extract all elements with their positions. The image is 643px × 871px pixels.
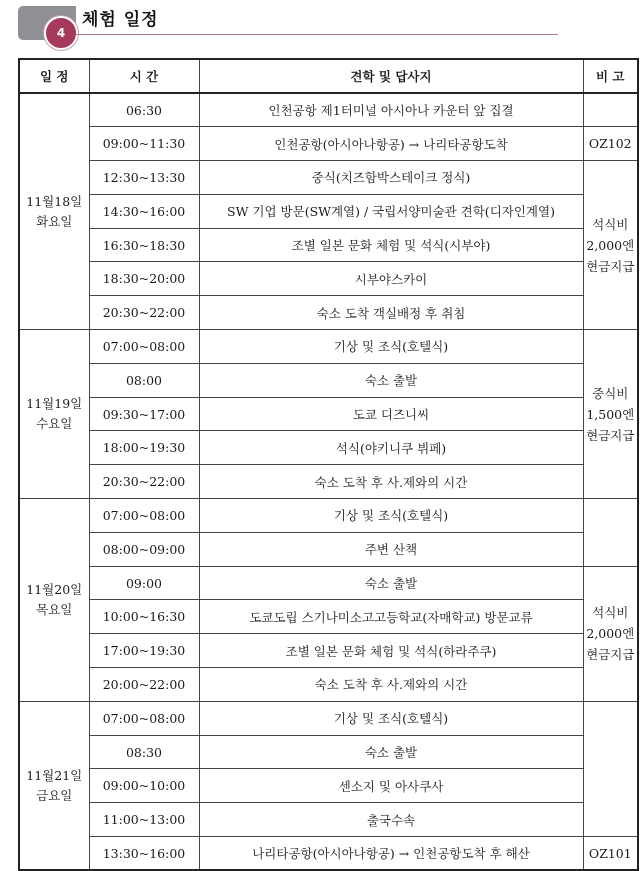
time-cell: 18:00~19:30	[89, 431, 199, 465]
day-weekday: 목요일	[36, 601, 73, 617]
table-row	[19, 93, 638, 127]
activity-cell: 기상 및 조식(호텔식)	[199, 499, 583, 533]
time-cell: 18:30~20:00	[89, 262, 199, 296]
note-cell	[583, 330, 638, 499]
header-activity: 견학 및 답사지	[199, 59, 583, 93]
day-date: 11월19일	[26, 396, 83, 412]
table-row	[19, 769, 638, 803]
table-row	[19, 600, 638, 634]
activity-cell: 출국수속	[199, 803, 583, 837]
table-row	[19, 735, 638, 769]
schedule-body	[19, 93, 638, 870]
time-cell: 07:00~08:00	[89, 330, 199, 364]
activity-cell: 센소지 및 아사쿠사	[199, 769, 583, 803]
table-row	[19, 499, 638, 533]
table-row	[19, 701, 638, 735]
activity-cell: 숙소 출발	[199, 735, 583, 769]
table-row	[19, 634, 638, 668]
table-row	[19, 296, 638, 330]
table-row	[19, 803, 638, 837]
activity-cell: 조별 일본 문화 체험 및 석식(시부야)	[199, 228, 583, 262]
note-line: 2,000엔	[586, 626, 635, 642]
day-date: 11월20일	[26, 581, 83, 597]
activity-cell: 숙소 도착 객실배정 후 취침	[199, 296, 583, 330]
day-date: 11월18일	[26, 193, 83, 209]
table-row	[19, 431, 638, 465]
time-cell: 13:30~16:00	[89, 837, 199, 871]
note-line: 중식비	[592, 385, 629, 401]
day-cell	[19, 701, 89, 870]
table-row	[19, 262, 638, 296]
time-cell: 20:30~22:00	[89, 296, 199, 330]
section-header	[0, 0, 643, 50]
table-row	[19, 668, 638, 702]
table-row	[19, 194, 638, 228]
time-cell: 12:30~13:30	[89, 161, 199, 195]
header-time: 시 간	[89, 59, 199, 93]
table-row	[19, 566, 638, 600]
section-title: 체험 일정	[82, 10, 159, 30]
activity-cell: 숙소 출발	[199, 363, 583, 397]
activity-cell: 인천공항 제1터미널 아시아나 카운터 앞 집결	[199, 93, 583, 127]
table-row	[19, 161, 638, 195]
day-cell	[19, 330, 89, 499]
schedule-table	[18, 58, 639, 871]
header-underline	[76, 34, 558, 35]
time-cell: 20:30~22:00	[89, 465, 199, 499]
time-cell: 09:00~11:30	[89, 127, 199, 161]
time-cell: 08:30	[89, 735, 199, 769]
table-row	[19, 837, 638, 871]
activity-cell: 기상 및 조식(호텔식)	[199, 701, 583, 735]
note-line: 2,000엔	[586, 237, 635, 253]
activity-cell: 도쿄 디즈니씨	[199, 397, 583, 431]
note-cell	[583, 127, 638, 161]
table-row	[19, 127, 638, 161]
activity-cell: 나리타공항(아시아나항공) → 인천공항도착 후 해산	[199, 837, 583, 871]
time-cell: 09:00~10:00	[89, 769, 199, 803]
activity-cell: 주변 산책	[199, 532, 583, 566]
activity-cell: 기상 및 조식(호텔식)	[199, 330, 583, 364]
day-weekday: 수요일	[36, 416, 73, 432]
day-cell	[19, 499, 89, 702]
note-line: 현금지급	[586, 258, 635, 274]
note-line: 현금지급	[586, 647, 635, 663]
note-cell	[583, 93, 638, 127]
time-cell: 17:00~19:30	[89, 634, 199, 668]
note-line: OZ101	[588, 845, 632, 861]
activity-cell: 중식(치즈함박스테이크 정식)	[199, 161, 583, 195]
activity-cell: 조별 일본 문화 체험 및 석식(하라주쿠)	[199, 634, 583, 668]
time-cell: 08:00	[89, 363, 199, 397]
note-cell	[583, 701, 638, 836]
day-date: 11월21일	[26, 767, 83, 783]
note-cell	[583, 161, 638, 330]
day-weekday: 금요일	[36, 787, 73, 803]
time-cell: 14:30~16:00	[89, 194, 199, 228]
time-cell: 08:00~09:00	[89, 532, 199, 566]
table-row	[19, 228, 638, 262]
activity-cell: 숙소 출발	[199, 566, 583, 600]
note-line: 석식비	[592, 216, 629, 232]
table-row	[19, 465, 638, 499]
time-cell: 09:30~17:00	[89, 397, 199, 431]
table-row	[19, 397, 638, 431]
time-cell: 11:00~13:00	[89, 803, 199, 837]
activity-cell: 석식(야키니쿠 뷔페)	[199, 431, 583, 465]
header-date: 일 정	[19, 59, 89, 93]
note-cell	[583, 566, 638, 701]
header-note: 비 고	[583, 59, 638, 93]
table-row	[19, 363, 638, 397]
activity-cell: 시부야스카이	[199, 262, 583, 296]
note-cell	[583, 837, 638, 871]
activity-cell: 숙소 도착 후 사.제와의 시간	[199, 465, 583, 499]
time-cell: 20:00~22:00	[89, 668, 199, 702]
time-cell: 16:30~18:30	[89, 228, 199, 262]
time-cell: 07:00~08:00	[89, 701, 199, 735]
activity-cell: 도쿄도립 스기나미소고고등학교(자매학교) 방문교류	[199, 600, 583, 634]
time-cell: 06:30	[89, 93, 199, 127]
time-cell: 07:00~08:00	[89, 499, 199, 533]
section-number-badge: 4	[44, 16, 78, 50]
note-line: OZ102	[588, 136, 632, 152]
activity-cell: 숙소 도착 후 사.제와의 시간	[199, 668, 583, 702]
time-cell: 09:00	[89, 566, 199, 600]
table-row	[19, 532, 638, 566]
note-line: 석식비	[592, 605, 629, 621]
activity-cell: SW 기업 방문(SW계열) / 국립서양미술관 견학(디자인계열)	[199, 194, 583, 228]
time-cell: 10:00~16:30	[89, 600, 199, 634]
note-line: 현금지급	[586, 427, 635, 443]
note-line: 1,500엔	[586, 406, 635, 422]
table-row	[19, 330, 638, 364]
table-header-row	[19, 59, 638, 93]
day-cell	[19, 93, 89, 330]
activity-cell: 인천공항(아시아나항공) → 나리타공항도착	[199, 127, 583, 161]
note-cell	[583, 499, 638, 567]
day-weekday: 화요일	[36, 213, 73, 229]
